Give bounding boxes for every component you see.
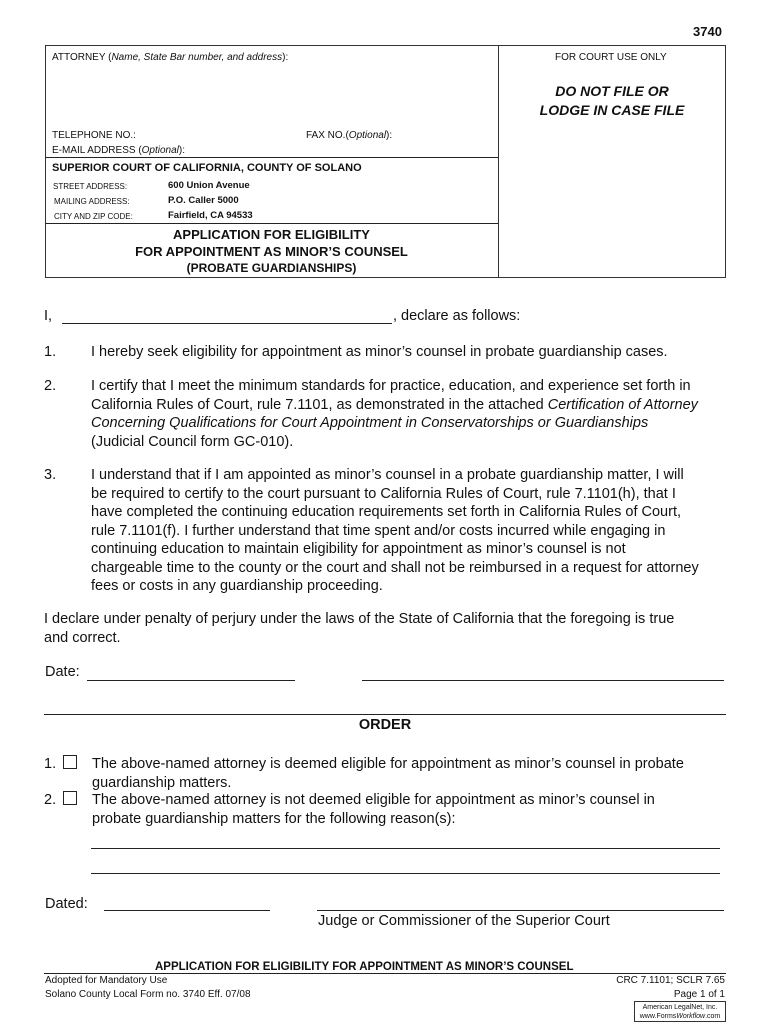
city-zip-value: Fairfield, CA 94533 (168, 210, 253, 221)
item-3-number: 3. (44, 467, 57, 483)
footer-local-form: Solano County Local Form no. 3740 Eff. 07/08 (45, 989, 251, 1000)
judge-label: Judge or Commissioner of the Superior Court (318, 913, 610, 929)
item-2-text: I certify that I meet the minimum standards for practice, education, and experience set forth in California Rules of Court, rule 7.1101, as demonstrated in the attached Certification of Attorney Concerning Qualifications for Court Appointment in Conservatorships or Guardianships (Judicial Council form GC-010). (91, 378, 698, 450)
court-use-label: FOR COURT USE ONLY (555, 52, 667, 63)
order-separator (44, 714, 726, 715)
footer-page: Page 1 of 1 (673, 989, 725, 1000)
mailing-address-row (53, 195, 293, 210)
court-name: SUPERIOR COURT OF CALIFORNIA, COUNTY OF SOLANO (52, 162, 362, 174)
form-number: 3740 (693, 24, 722, 39)
dated-label: Dated: (45, 896, 88, 912)
city-zip-row (53, 210, 293, 225)
order-heading: ORDER (358, 717, 412, 733)
fax-label: FAX NO.(Optional): (306, 130, 393, 141)
perjury-statement: I declare under penalty of perjury under the laws of the State of California that the foregoing is true and correct. (44, 611, 675, 646)
form-title: APPLICATION FOR ELIGIBILITY FOR APPOINTMENT AS MINOR’S COUNSEL (PROBATE GUARDIANSHIPS) (135, 227, 408, 275)
caption-divider (498, 45, 499, 278)
reason-line-1[interactable] (91, 848, 720, 849)
telephone-label: TELEPHONE NO.: (52, 130, 136, 141)
item-3-text: I understand that if I am appointed as minor’s counsel in a probate guardianship matter, I will be required to certify to the court pursuant to California Rules of Court, rule 7.1101(h), that I have completed the continuing education requirements set forth in California Rules of Court, rule 7.1101(f). I further understand that time spent and/or costs incurred while engaging in continuing education to maintain eligibility for appointment as minor’s counsel is not chargeable time to the county or the court and shall not be reimbursed in a request for attorney fees or costs in any guardianship proceeding. (91, 467, 699, 594)
item-1-number: 1. (44, 344, 57, 360)
reason-line-2[interactable] (91, 873, 720, 874)
footer-title: APPLICATION FOR ELIGIBILITY FOR APPOINTMENT AS MINOR’S COUNSEL (155, 961, 574, 973)
court-section-rule (45, 157, 498, 158)
street-address-row (53, 180, 293, 195)
attorney-label: ATTORNEY (Name, State Bar number, and address): (52, 52, 289, 63)
date-label: Date: (45, 664, 80, 680)
street-address-value: 600 Union Avenue (168, 180, 250, 191)
declarant-signature-line[interactable] (362, 680, 724, 681)
date-line[interactable] (87, 680, 295, 681)
footer-adopted: Adopted for Mandatory Use (45, 975, 168, 986)
eligible-checkbox[interactable] (63, 755, 77, 769)
email-label: E-MAIL ADDRESS (Optional): (52, 145, 186, 156)
order-option-2-text: The above-named attorney is not deemed eligible for appointment as minor’s counsel in probate guardianship matters for the following reason(s): (92, 792, 655, 827)
declare-prefix: I, (44, 308, 53, 324)
declare-suffix: , declare as follows: (393, 308, 521, 324)
street-address-label: STREET ADDRESS: (53, 182, 128, 191)
order-option-2-number: 2. (44, 792, 57, 808)
court-address-block (53, 180, 293, 225)
order-option-1-text: The above-named attorney is deemed eligible for appointment as minor’s counsel in probate guardianship matters. (92, 756, 684, 791)
item-2-number: 2. (44, 378, 57, 394)
mailing-address-value: P.O. Caller 5000 (168, 195, 239, 206)
publisher-stamp: American LegalNet, Inc. www.FormsWorkflow.com (634, 1001, 726, 1022)
order-date-line[interactable] (104, 910, 270, 911)
declarant-name-line[interactable] (62, 323, 392, 324)
footer-rules: CRC 7.1101; SCLR 7.65 (616, 975, 725, 986)
not-eligible-checkbox[interactable] (63, 791, 77, 805)
footer-rule (44, 973, 726, 974)
mailing-address-label: MAILING ADDRESS: (54, 197, 130, 206)
item-1-text: I hereby seek eligibility for appointment as minor’s counsel in probate guardianship cases. (91, 344, 668, 360)
judge-signature-line[interactable] (317, 910, 724, 911)
do-not-file-notice: DO NOT FILE OR LODGE IN CASE FILE (539, 83, 685, 118)
city-zip-label: CITY AND ZIP CODE: (54, 212, 133, 221)
order-option-1-number: 1. (44, 756, 57, 772)
